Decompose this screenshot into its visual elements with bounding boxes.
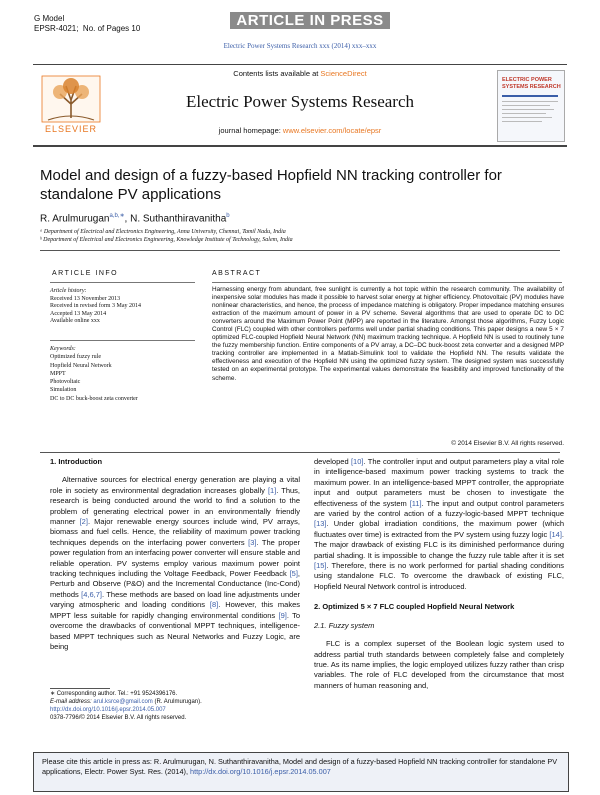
history-received: Received 13 November 2013 bbox=[50, 295, 121, 302]
author-2-affil-marks[interactable]: b bbox=[226, 213, 230, 219]
text-run: developed bbox=[314, 457, 351, 466]
elsevier-logo[interactable] bbox=[36, 74, 106, 136]
text-run: . The major drawback of existing FLC is its diminished performance during partial shading. It is impossible to change the fuzzy rule table after it is set bbox=[314, 529, 564, 560]
email-link[interactable]: arul.ksrce@gmail.com bbox=[93, 699, 153, 705]
section-1-paragraph-cont bbox=[314, 457, 564, 592]
citation-link[interactable]: [5] bbox=[289, 569, 298, 579]
email-label: E-mail address: bbox=[50, 699, 94, 705]
email-suffix: (R. Arulmurugan). bbox=[152, 699, 202, 705]
journal-code-label: G Model bbox=[34, 14, 65, 23]
citation-link[interactable]: [14] bbox=[549, 529, 562, 539]
body-column-right bbox=[314, 457, 564, 691]
author-1[interactable]: R. Arulmurugan bbox=[40, 213, 110, 225]
citation-link[interactable]: [1] bbox=[267, 485, 277, 495]
keyword-item: Photovoltaic bbox=[50, 379, 81, 386]
citation-link[interactable]: [4,6,7] bbox=[81, 589, 102, 599]
section-2-1-heading: 2.1. Fuzzy system bbox=[314, 620, 375, 630]
manuscript-id: EPSR-4021; bbox=[34, 24, 79, 33]
doi-link[interactable]: http://dx.doi.org/10.1016/j.epsr.2014.05.007 bbox=[50, 707, 166, 713]
divider bbox=[50, 340, 195, 341]
citation-link[interactable]: [8] bbox=[209, 600, 219, 610]
section-1-heading: 1. Introduction bbox=[50, 457, 103, 466]
issn-line: 0378-7796/© 2014 Elsevier B.V. All rights reserved. bbox=[50, 715, 187, 721]
author-list bbox=[40, 212, 230, 224]
history-revised: Received in revised form 3 May 2014 bbox=[50, 303, 141, 309]
homepage-label: journal homepage: bbox=[218, 126, 283, 135]
journal-cover-image[interactable] bbox=[497, 70, 565, 142]
cover-title-line2: SYSTEMS RESEARCH bbox=[502, 84, 561, 90]
history-accepted: Accepted 13 May 2014 bbox=[50, 310, 107, 317]
text-run: . These methods are based on load line adjustments under varying atmospheric and loading conditions bbox=[50, 589, 300, 610]
cover-title-line1: ELECTRIC POWER bbox=[502, 77, 552, 83]
citation-link[interactable]: [15] bbox=[314, 561, 327, 571]
article-title: Model and design of a fuzzy-based Hopfield NN tracking controller for standalone PV applications bbox=[40, 167, 502, 203]
text-run: . Major renewable energy sources include wind, PV arrays, biomass and fuel cells. Hence, the reliability of maximum power tracking techniques depends on the interfacing power converters bbox=[50, 517, 301, 547]
citation-link[interactable]: [2] bbox=[79, 517, 88, 527]
text-run: . However, this makes MPPT less suitable for rapidly changing environmental conditions bbox=[50, 600, 300, 620]
author-1-affil-marks[interactable]: a,b,∗ bbox=[109, 213, 125, 219]
text-run: , Perturb and Observe (P&O) and the Incremental Conductance (Inc-Cond) methods bbox=[50, 569, 300, 599]
divider bbox=[212, 282, 562, 283]
journal-code bbox=[34, 14, 140, 34]
text-run: . The input and output control parameters are varied by the control action of a fuzzy-logic-based MPPT technique bbox=[314, 498, 564, 519]
abstract-text: Harnessing energy from abundant, free sunlight is currently a hot topic within the research community. The availability of inexpensive solar modules has made it possible to harvest solar energy at higher efficiency. Photovoltaic (PV) modules have nonlinear characteristics, and hence, the process of impedance matching is obligatory. Proper impedance matching ensures extraction of the maximum amount of power in a PV scheme. Several algorithms that are used to operate DC to DC converters around the Maximum Power Point (MPP) are reported in the literature. Amongst those algorithms, Fuzzy Logic Control (FLC) coupled with other controllers performs well under partial shading conditions. This paper designs a new 5 × 7 optimized FLC-coupled Hopfield Neural Network (NN) maximum tracking technique. A Hopfield NN is used to routinely tune the fuzzy membership function. Entire components of a PV array, a DC–DC buck-boost zeta converter and a designed MPP tracking controller are implemented in a Matlab-Simulink tool to validate the Hopfield NN. The results validate the effectiveness and execution of the Hopfield NN using the optimized fuzzy system. The designed system was successfully tested on an experimental prototype. The experimental values demonstrate the feasibility and improved functionality of the scheme. bbox=[212, 286, 564, 382]
abstract-copyright: © 2014 Elsevier B.V. All rights reserved. bbox=[451, 440, 564, 447]
email-note bbox=[50, 698, 300, 706]
affiliation-a: ᵃ Department of Electrical and Electronics Engineering, Anna University, Chennai, Tamil Nadu, India bbox=[40, 229, 286, 235]
section-2-1-paragraph: FLC is a complex superset of the Boolean logic system used to address partial truth standards between completely false and completely true. As its name implies, the logic employed utilizes fuzzy rather than crisp variables. The role of FLC developed from the circumstance that most manners of human reasoning and, bbox=[314, 639, 564, 690]
author-separator: , bbox=[124, 213, 131, 225]
abstract-heading: ABSTRACT bbox=[212, 270, 262, 277]
footnote-divider bbox=[50, 688, 110, 689]
divider bbox=[40, 452, 560, 453]
text-run: . The controller input and output parameters play a vital role in intelligence-based maximum power tracking systems to track the maximum power. In an intelligence-based MPPT controller, the appropriate input and output parameters must be chosen to investigate the effectiveness of the system bbox=[314, 457, 565, 508]
footnotes bbox=[50, 690, 300, 722]
journal-homepage-line bbox=[120, 126, 480, 135]
author-2[interactable]: N. Suthanthiravanitha bbox=[130, 213, 227, 225]
cite-body: Please cite this article in press as: R. Arulmurugan, N. Suthanthiravanitha, Model and design of a fuzzy-based Hopfield NN tracking controller for standalone PV applications, Electr. Power Syst. Res. (2014), bbox=[42, 757, 558, 776]
divider bbox=[50, 282, 195, 283]
keyword-item: MPPT bbox=[50, 370, 66, 377]
citation-link[interactable]: [9] bbox=[278, 610, 287, 620]
body-column-left bbox=[50, 457, 300, 652]
cite-text bbox=[42, 757, 558, 777]
article-history bbox=[50, 288, 195, 326]
keyword-item: Optimized fuzzy rule bbox=[50, 354, 101, 361]
affiliation-b: ᵇ Department of Electrical and Electronics Engineering, Knowledge Institute of Technology, Salem, India bbox=[40, 237, 293, 243]
section-2-heading: 2. Optimized 5 × 7 FLC coupled Hopfield Neural Network bbox=[314, 602, 515, 612]
page-count: No. of Pages 10 bbox=[82, 24, 141, 33]
keywords-label: Keywords: bbox=[50, 346, 76, 352]
citation-link[interactable]: [11] bbox=[409, 498, 422, 508]
journal-title: Electric Power Systems Research bbox=[185, 92, 414, 111]
divider bbox=[40, 250, 560, 251]
keyword-item: Simulation bbox=[50, 387, 77, 394]
section-1-paragraph bbox=[50, 475, 300, 652]
keywords bbox=[50, 345, 195, 403]
text-run: Alternative sources for electrical energy generation are playing a vital role in society as environmental degradation increases globally bbox=[50, 475, 300, 495]
history-online: Available online xxx bbox=[50, 318, 100, 324]
keyword-item: DC to DC buck-boost zeta converter bbox=[50, 395, 138, 402]
citation-link[interactable]: [13] bbox=[314, 519, 327, 529]
homepage-url[interactable]: www.elsevier.com/locate/epsr bbox=[282, 126, 382, 135]
contents-prefix: Contents lists available at bbox=[233, 69, 321, 78]
keyword-item: Hopfield Neural Network bbox=[50, 362, 112, 369]
history-label: Article history: bbox=[50, 288, 87, 294]
cite-doi-link[interactable]: http://dx.doi.org/10.1016/j.epsr.2014.05.007 bbox=[190, 767, 331, 776]
corresponding-author-note: ∗ Corresponding author. Tel.: +91 9524396176. bbox=[50, 691, 178, 697]
citation-link[interactable]: [3] bbox=[248, 537, 257, 547]
text-run: . Therefore, there is no work performed for partial shading conditions using standalone FLC. To overcome the drawback of existing FLC, Hopfield Neural Network control is introduced. bbox=[314, 561, 564, 591]
citation-link[interactable]: [10] bbox=[350, 457, 364, 466]
text-run: . Thus, research is being conducted around the world to find a solution to the problem of generating electrical power in an environmentally friendly manner bbox=[50, 485, 300, 527]
elsevier-wordmark: ELSEVIER bbox=[44, 124, 98, 134]
text-run: . The proper power regulation from an interfacing power converter will ensure stable and reliable operation. PV systems employ various maximum power point tracking techniques including the Voltage Feedback, Power Feedback bbox=[50, 537, 300, 579]
journal-volume-line[interactable]: Electric Power Systems Research xxx (2014) xxx–xxx bbox=[223, 42, 377, 50]
text-run: . Under global irradiation conditions, the maximum power (which fluctuates over time) is extracted from the PV system using fuzzy logic bbox=[314, 519, 564, 539]
sciencedirect-link[interactable]: ScienceDirect bbox=[320, 69, 367, 78]
text-run: . To overcome the drawbacks of conventional MPPT techniques, intelligence-based MPPT techniques such as Neural Networks and Fuzzy Logic, are being bbox=[50, 610, 300, 651]
article-in-press-banner: ARTICLE IN PRESS bbox=[230, 12, 390, 29]
article-info-heading: ARTICLE INFO bbox=[52, 270, 119, 277]
